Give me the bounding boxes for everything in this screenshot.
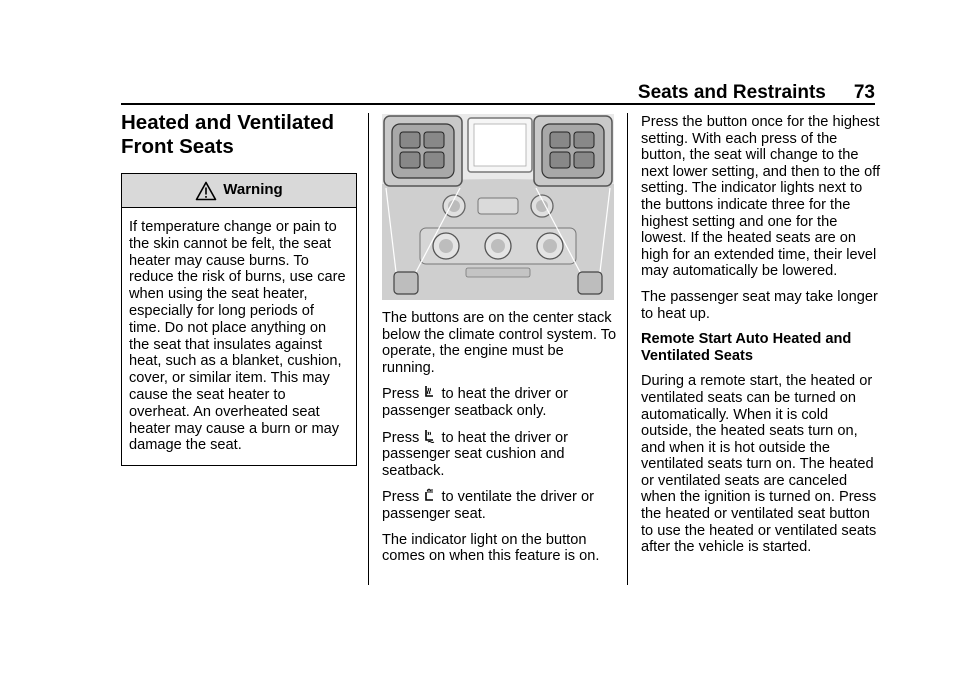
paragraph [382, 429, 618, 480]
paragraph-text: to heat the driver or passenger seat cushion and seatback. [382, 429, 568, 479]
heated-seat-cushion-icon [423, 429, 435, 444]
paragraph: Press the button once for the highest setting. With each press of the button, the seat will change to the next lower setting, and then to the off setting. The indicator lights next to the buttons indicate three for the highest setting and one for the lowest. If the heated seats are on high for an extended time, their level may automatically be lowered. [641, 114, 881, 280]
column-divider-1 [368, 113, 369, 585]
heated-seatback-icon [423, 385, 435, 400]
warning-text: If temperature change or pain to the skin cannot be felt, the seat heater may cause burns. To reduce the risk of burns, use care when using the seat heater, especially for long periods of time. Do not place anything on the seat that insulates against heat, such as a blanket, cushion, cover, or similar item. This may cause the seat heater to overheat. An overheated seat heater may cause a burn or may damage the seat. [129, 219, 346, 454]
column-2 [382, 310, 618, 574]
warning-triangle-icon [195, 181, 217, 201]
column-3 [641, 114, 881, 565]
press-text: Press [382, 489, 420, 506]
paragraph [382, 488, 618, 522]
ventilated-seat-icon [423, 488, 435, 503]
paragraph-text: to ventilate the driver or passenger seat. [382, 489, 594, 522]
warning-box [121, 173, 357, 466]
center-stack-photo [382, 114, 614, 300]
warning-label: Warning [223, 181, 283, 199]
page-header [0, 82, 875, 104]
paragraph: The buttons are on the center stack below the climate control system. To operate, the engine must be running. [382, 310, 617, 376]
header-rule [121, 103, 875, 105]
press-text: Press [382, 429, 420, 446]
section-name: Seats and Restraints [637, 82, 826, 103]
paragraph: The indicator light on the button comes on when this feature is on. [382, 531, 600, 565]
page-number: 73 [853, 82, 875, 103]
column-1 [121, 111, 357, 466]
subheading: Remote Start Auto Heated and Ventilated Seats [641, 331, 852, 364]
column-divider-2 [627, 113, 628, 585]
section-title: Heated and Ventilated Front Seats [121, 111, 335, 158]
press-text: Press [382, 386, 420, 403]
warning-header [122, 174, 356, 208]
paragraph: During a remote start, the heated or ventilated seats can be turned on automatically. When it is cold outside, the heated seats turn on, and when it is hot outside the ventilated seats turn on. The heated or ventilated seats are canceled when the ignition is turned on. Press the heated or ventilated seat button to use the heated or ventilated seats after the vehicle is started. [641, 373, 877, 556]
paragraph: The passenger seat may take longer to heat up. [641, 288, 878, 322]
paragraph [382, 385, 618, 419]
paragraph-text: to heat the driver or passenger seatback only. [382, 386, 568, 419]
